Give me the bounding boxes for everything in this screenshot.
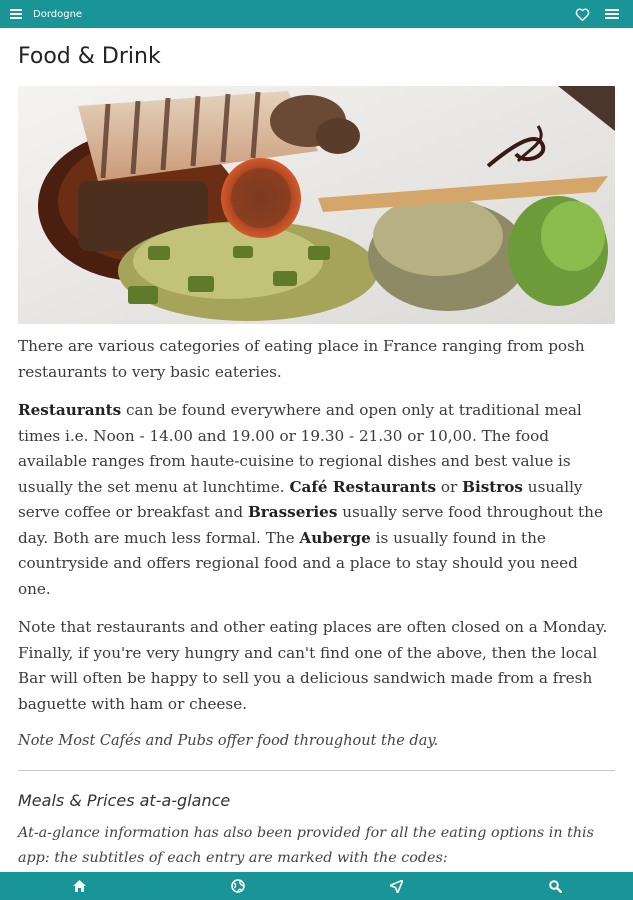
bottom-nav-bar <box>0 872 633 900</box>
nav-globe-button[interactable] <box>218 872 258 900</box>
top-app-bar <box>0 0 633 28</box>
nav-location-button[interactable] <box>376 872 416 900</box>
options-button[interactable] <box>597 0 627 28</box>
brasseries-term: Brasseries <box>247 503 338 521</box>
cafes-note: Note Most Cafés and Pubs offer food throughout the day. <box>18 733 439 749</box>
overflow-icon <box>605 9 619 19</box>
intro-paragraph: There are various categories of eating place in France ranging from posh restaurants to very basic eateries. <box>18 337 585 381</box>
menu-button[interactable] <box>2 0 30 28</box>
page-title: Food & Drink <box>18 44 161 69</box>
bistros-term: Bistros <box>462 477 523 496</box>
monday-paragraph: Note that restaurants and other eating places are often closed on a Monday. Finally, if you're very hungry and can't find one of the above, then the local Bar will often be happy to sell you a delicious sandwich made from a fresh baguette with ham or cheese. <box>18 618 608 713</box>
home-icon <box>73 880 86 892</box>
hamburger-icon <box>10 9 22 19</box>
navigation-arrow-icon <box>390 880 403 893</box>
at-a-glance-intro: At-a-glance information has also been provided for all the eating options in this app: the subtitles of each entry are marked with the codes: <box>18 825 594 866</box>
restaurants-paragraph <box>18 398 615 602</box>
cafe-restaurants-term: Café Restaurants <box>289 477 437 496</box>
restaurants-text-2: or <box>436 477 463 496</box>
auberge-term: Auberge <box>299 528 371 547</box>
restaurants-text-5: is usually found in the countryside and offers regional food and a place to stay should you need one. <box>18 528 578 598</box>
meals-prices-heading: Meals & Prices at-a-glance <box>18 791 231 810</box>
grilled-fish-dish-photo <box>18 86 615 324</box>
restaurants-text-3: usually serve coffee or breakfast and <box>18 477 583 521</box>
search-icon <box>549 880 562 893</box>
section-divider <box>18 770 615 771</box>
nav-search-button[interactable] <box>535 872 575 900</box>
restaurants-text-1: can be found everywhere and open only at traditional meal times i.e. Noon - 14.00 and 19.00 or 19.30 - 21.30 or 10,00. The food available ranges from haute-cuisine to regional dishes and best value is usually the set menu at lunchtime. <box>18 401 582 496</box>
hero-image <box>18 86 615 324</box>
nav-home-button[interactable] <box>59 872 99 900</box>
globe-icon <box>231 879 245 893</box>
favorite-button[interactable] <box>567 0 597 28</box>
restaurants-term: Restaurants <box>18 401 122 419</box>
restaurants-text-4: usually serve food throughout the day. Both are much less formal. The <box>18 503 603 547</box>
app-title: Dordogne <box>33 8 83 20</box>
article-content[interactable] <box>0 28 633 872</box>
heart-icon <box>575 8 590 21</box>
